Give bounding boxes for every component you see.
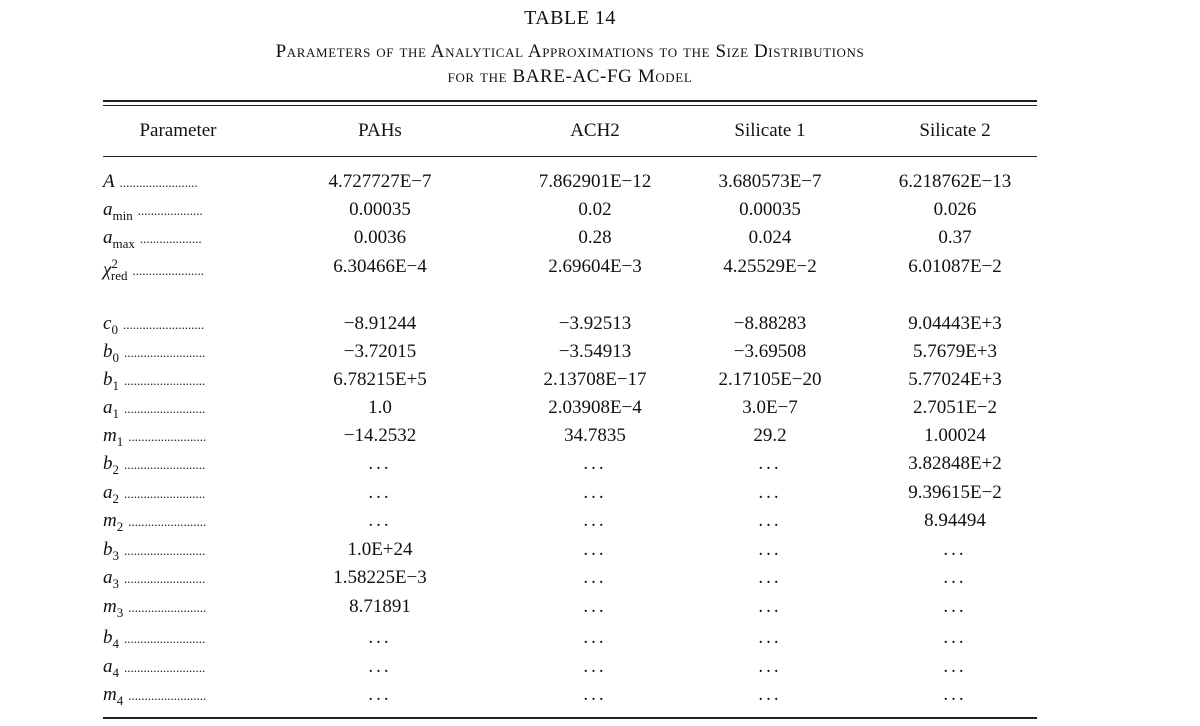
header-silicate-2: Silicate 2 [919, 120, 991, 141]
header-parameter: Parameter [139, 120, 217, 141]
row-label [103, 425, 263, 450]
table-cell: ... [758, 596, 782, 617]
row-label [103, 596, 263, 621]
leader-dots: ......................... [124, 457, 206, 472]
table-cell: ... [943, 596, 967, 617]
table-cell: ... [583, 539, 607, 560]
table-cell: ... [368, 627, 392, 648]
row-label [103, 369, 263, 394]
table-cell: 2.69604E−3 [548, 256, 642, 277]
leader-dots: ........................ [128, 514, 207, 529]
row-label [103, 199, 263, 224]
parameter-subscript: 2 [112, 461, 119, 477]
parameter-subscript: 0 [111, 321, 118, 337]
table-cell: ... [368, 453, 392, 474]
table-cell: 0.00035 [739, 199, 801, 220]
row-label [103, 313, 263, 338]
table-cell: ... [583, 567, 607, 588]
table-title-line-2: for the BARE-AC-FG Model [447, 66, 693, 87]
leader-dots: ......................... [124, 631, 206, 646]
table-cell: ... [758, 510, 782, 531]
table-cell: 0.37 [938, 227, 972, 248]
table-cell: 9.04443E+3 [908, 313, 1002, 334]
table-cell: ... [943, 684, 967, 705]
leader-dots: ......................... [122, 317, 205, 332]
table-cell: 6.30466E−4 [333, 256, 427, 277]
table-cell: 6.78215E+5 [333, 369, 427, 390]
parameter-subscript: 3 [116, 604, 124, 620]
table-cell: −8.91244 [343, 313, 417, 334]
table-cell: ... [758, 656, 782, 677]
parameter-symbol: b [103, 539, 113, 560]
parameter-subscript: 4 [112, 664, 119, 680]
table-cell: ... [758, 482, 782, 503]
row-label [103, 171, 263, 193]
parameter-subscript: red [110, 268, 128, 284]
row-label [103, 539, 263, 564]
table-cell: ... [583, 627, 607, 648]
row-label [103, 341, 263, 366]
parameter-symbol: χ [103, 259, 112, 281]
row-label [103, 567, 263, 592]
table-cell: ... [368, 656, 392, 677]
table-cell: ... [583, 684, 607, 705]
table-cell: ... [583, 482, 607, 503]
table-cell: ... [583, 656, 607, 677]
parameter-subscript: 3 [112, 547, 119, 563]
leader-dots: .................... [137, 203, 203, 218]
row-label [103, 656, 263, 681]
leader-dots: ......................... [124, 373, 206, 388]
parameter-symbol: b [103, 369, 113, 390]
parameter-subscript: min [112, 207, 133, 223]
parameter-subscript: 1 [112, 377, 119, 393]
table-cell: 0.00035 [349, 199, 411, 220]
table-number: TABLE 14 [524, 7, 616, 29]
table-cell: 4.727727E−7 [328, 171, 432, 192]
top-rule [103, 100, 1037, 102]
table-cell: 6.218762E−13 [898, 171, 1012, 192]
table-cell: 1.58225E−3 [333, 567, 427, 588]
table-cell: ... [368, 684, 392, 705]
table-cell: −3.92513 [558, 313, 632, 334]
table-cell: 0.024 [748, 227, 792, 248]
table-cell: 1.0 [368, 397, 392, 418]
parameter-symbol: m [103, 684, 117, 705]
table-cell: ... [758, 567, 782, 588]
table-cell: 3.0E−7 [742, 397, 798, 418]
table-cell: 5.77024E+3 [908, 369, 1002, 390]
table-cell: ... [758, 453, 782, 474]
leader-dots: ......................... [124, 660, 206, 675]
parameter-symbol: a [103, 397, 113, 418]
parameter-symbol: a [103, 199, 113, 220]
leader-dots: ......................... [124, 543, 206, 558]
row-label [103, 453, 263, 478]
parameter-subscript: 0 [112, 349, 119, 365]
row-label [103, 256, 263, 284]
parameter-symbol: b [103, 453, 113, 474]
leader-dots: ........................ [128, 688, 207, 703]
leader-dots: ................... [139, 231, 202, 246]
table-cell: 8.71891 [349, 596, 411, 617]
table-cell: 0.28 [578, 227, 612, 248]
table-cell: 3.82848E+2 [908, 453, 1002, 474]
parameter-symbol: m [103, 596, 117, 617]
table-cell: 1.0E+24 [347, 539, 413, 560]
table-cell: 5.7679E+3 [912, 341, 998, 362]
table-cell: ... [943, 539, 967, 560]
table-cell: ... [943, 627, 967, 648]
leader-dots: ......................... [124, 571, 206, 586]
parameter-subscript: 4 [116, 692, 124, 708]
parameter-symbol: a [103, 656, 113, 677]
parameter-superscript: 2 [111, 256, 118, 271]
leader-dots: ........................ [119, 175, 198, 190]
bottom-rule [103, 717, 1037, 719]
header-rule [103, 156, 1037, 157]
table-cell: ... [758, 627, 782, 648]
parameter-symbol: m [103, 510, 117, 531]
table-cell: 0.0036 [353, 227, 407, 248]
table-cell: ... [368, 510, 392, 531]
row-label [103, 627, 263, 652]
leader-dots: ......................... [124, 345, 206, 360]
table-cell: ... [583, 510, 607, 531]
row-label [103, 510, 263, 535]
parameter-symbol: a [103, 482, 113, 503]
parameter-symbol: a [103, 567, 113, 588]
parameter-subscript: 1 [116, 433, 124, 449]
parameter-symbol: b [103, 627, 113, 648]
top-rule-inner [103, 105, 1037, 106]
table-cell: 9.39615E−2 [908, 482, 1002, 503]
leader-dots: ........................ [128, 600, 207, 615]
table-cell: 7.862901E−12 [538, 171, 652, 192]
table-cell: ... [758, 539, 782, 560]
table-cell: 3.680573E−7 [718, 171, 822, 192]
table-cell: −14.2532 [343, 425, 417, 446]
header-silicate-1: Silicate 1 [734, 120, 806, 141]
parameter-subscript: 4 [112, 635, 119, 651]
table-cell: 2.17105E−20 [718, 369, 822, 390]
parameter-symbol: a [103, 227, 113, 248]
parameter-subscript: 1 [112, 405, 119, 421]
parameter-symbol: b [103, 341, 113, 362]
leader-dots: ......................... [124, 401, 206, 416]
parameter-subscript: 3 [112, 575, 119, 591]
table-cell: ... [943, 567, 967, 588]
table-cell: 4.25529E−2 [723, 256, 817, 277]
parameter-subscript: 2 [116, 518, 124, 534]
table-cell: ... [758, 684, 782, 705]
table-cell: 2.03908E−4 [548, 397, 642, 418]
table-cell: ... [583, 596, 607, 617]
parameter-subscript: 2 [112, 490, 119, 506]
parameter-symbol: m [103, 425, 117, 446]
table-cell: 8.94494 [924, 510, 986, 531]
table-cell: 0.026 [933, 199, 977, 220]
row-label [103, 227, 263, 252]
row-label [103, 397, 263, 422]
parameter-symbol: A [103, 171, 115, 192]
table-cell: ... [943, 656, 967, 677]
table-cell: 0.02 [578, 199, 612, 220]
table-cell: −8.88283 [733, 313, 807, 334]
header-pahs: PAHs [358, 120, 402, 141]
leader-dots: ...................... [132, 263, 204, 279]
table-cell: 34.7835 [564, 425, 626, 446]
table-cell: −3.69508 [733, 341, 807, 362]
row-label [103, 482, 263, 507]
table-cell: 1.00024 [924, 425, 986, 446]
table-cell: ... [368, 482, 392, 503]
parameter-subscript: max [112, 235, 135, 251]
table-title-line-1: Parameters of the Analytical Approximations to the Size Distributions [275, 41, 865, 62]
row-label [103, 684, 263, 709]
table-cell: 2.7051E−2 [912, 397, 998, 418]
header-ach2: ACH2 [570, 120, 620, 141]
parameter-symbol: c [103, 313, 112, 334]
table-cell: −3.72015 [343, 341, 417, 362]
table-cell: 29.2 [753, 425, 787, 446]
table-cell: ... [583, 453, 607, 474]
table-cell: 2.13708E−17 [543, 369, 647, 390]
leader-dots: ......................... [124, 486, 206, 501]
table-cell: −3.54913 [558, 341, 632, 362]
leader-dots: ........................ [128, 429, 207, 444]
table-cell: 6.01087E−2 [908, 256, 1002, 277]
